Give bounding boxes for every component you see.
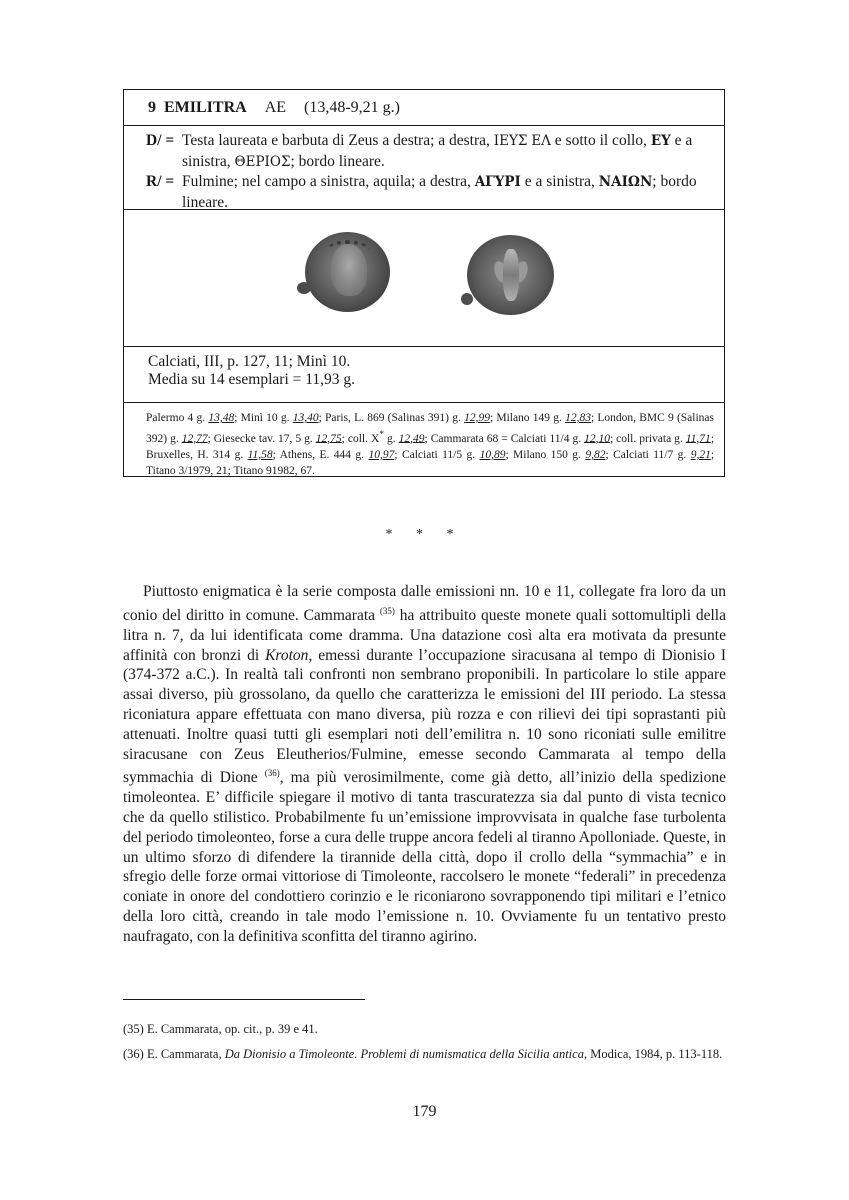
specimen-weight: 11,58 (247, 448, 273, 461)
specimen-text: ; coll. X (341, 432, 380, 445)
specimen-weight: 12,75 (315, 432, 342, 445)
specimen-text: ; Bruxelles, H. 314 g. (146, 432, 715, 461)
footnote-text: (36) E. Cammarata, (123, 1047, 225, 1061)
coin-reverse-image (467, 235, 554, 315)
specimen-text: ; Titano 3/1979, 21; Titano 91982, 67. (146, 448, 715, 478)
footnote-rule (123, 999, 365, 1000)
specimen-text: ; Minì 10 g. (234, 412, 293, 424)
entry-metal: AE (264, 99, 287, 116)
specimen-text: ; Calciati 11/7 g. (605, 448, 691, 461)
specimen-text: ; Milano 149 g. (489, 412, 566, 424)
catalog-entry-box (123, 89, 725, 477)
specimen-text: Palermo 4 g. (146, 412, 209, 424)
specimen-weight: 9,21 (690, 448, 711, 461)
obverse-text-e: ; bordo lineare. (290, 152, 385, 170)
obverse-label: D/ = (146, 132, 175, 149)
section-separator: * * * (385, 527, 464, 542)
paragraph-text: , ma più verosimilmente, come già detto, all’inizio della spedizione timoleontea. E’ difficile spiegare il motivo di tanta trascuratezza sia dal punto di vista tecnico che da quello stilistico. Probabilmente fu un’emissione improvvisata in qualche fase turbolenta del periodo timoleonteo, forse a cura delle truppe ancora fedeli al tiranno Apolloniade. Queste, in un ultimo sforzo di difendere la tirannide della città, dopo il crollo della “symmachia” e in sfregio delle forze ormai vittoriose di Timoleonte, raccolsero le monete “federali” in precedenza coniate in onore del condottiero corinzio e le riconiarono sovrapponendo tipi militari e l’etnico della loro città, creando in tale modo l’emissione n. 10. Ovviamente fu un tentativo presto naufragato, con la definitiva sconfitta del tiranno agirino. (123, 769, 726, 945)
obverse-legend-2: ΕΛ (531, 133, 551, 149)
coin-description (124, 126, 724, 210)
specimen-text: ; coll. privata g. (609, 432, 686, 445)
specimen-weight: 12,83 (565, 412, 591, 424)
obverse-text-d: e a sinistra, (182, 132, 693, 170)
specimen-text: ; Giesecke tav. 17, 5 g. (207, 432, 316, 445)
footnote-title: Da Dionisio a Timoleonte. Problemi di numismatica della Sicilia antica (224, 1047, 584, 1061)
obverse-text-c: e sotto il collo, (550, 132, 651, 149)
specimen-weight: 13,48 (208, 412, 235, 424)
specimen-weight: 13,40 (292, 412, 319, 424)
specimen-weight: 12,10 (584, 432, 610, 445)
reverse-row (146, 172, 716, 212)
obverse-row (146, 131, 716, 172)
coin-obverse-image (305, 232, 390, 312)
entry-number: 9 (148, 99, 156, 116)
specimen-text: ; Athens, E. 444 g. (272, 448, 369, 461)
specimen-text: ; Paris, L. 869 (Salinas 391) g. (318, 412, 465, 424)
reverse-label: R/ = (146, 173, 175, 190)
specimen-weight: 12,99 (464, 412, 490, 424)
reverse-legend-1: ΑΓΥΡΙ (474, 174, 521, 190)
reference-section (124, 347, 724, 403)
reverse-text-b: e a sinistra, (520, 173, 599, 190)
entry-header (124, 90, 724, 126)
specimen-weight: 12,49 (398, 432, 425, 445)
thunderbolt-relief (503, 249, 519, 301)
page-number: 179 (412, 1103, 437, 1120)
footnote-35: (35) E. Cammarata, op. cit., p. 39 e 41. (123, 1022, 318, 1036)
footnote-36 (123, 1047, 743, 1062)
flan-nub (297, 282, 311, 294)
reverse-text-a: Fulmine; nel campo a sinistra, aquila; a destra, (182, 173, 475, 190)
reverse-text-c: ; bordo lineare. (182, 173, 697, 211)
reference-line-1: Calciati, III, p. 127, 11; Minì 10. (148, 353, 351, 370)
specimen-text: ; Calciati 11/5 g. (394, 448, 480, 461)
entry-name: EMILITRA (164, 99, 247, 116)
specimen-text: ; London, BMC 9 (Salinas 392) g. (146, 412, 715, 445)
footnote-ref-36[interactable]: (36) (264, 768, 280, 779)
specimen-weight: 11,71 (685, 432, 711, 445)
specimen-weight: 9,82 (585, 448, 606, 461)
specimen-weight: 12,77 (181, 432, 208, 445)
coin-photos (124, 210, 724, 347)
paragraph-italic: Kroton (265, 646, 309, 664)
specimen-text: g. (384, 432, 399, 445)
obverse-legend-3: ΕΥ (650, 133, 671, 149)
obverse-text (182, 131, 716, 172)
reverse-text (182, 172, 716, 212)
specimen-weight: 10,89 (479, 448, 506, 461)
specimen-text: ; Milano 150 g. (505, 448, 586, 461)
flan-nub (461, 293, 473, 305)
specimen-weight: 10,97 (368, 448, 395, 461)
obverse-legend-4: ΘΕΡΙΟΣ (234, 153, 291, 170)
paragraph-text: ha attribuito queste monete quali sottomultipli della litra n. 7, da lui identificata come dramma. Una datazione così alta era motivata da presunte affinità con bronzi di (123, 606, 726, 664)
specimen-text: ; Cammarata 68 = Calciati 11/4 g. (424, 432, 585, 445)
laurel-wreath-relief (327, 240, 369, 260)
paragraph-text: Piuttosto enigmatica è la serie composta dalle emissioni nn. 10 e 11, collegate fra loro da un conio del diritto in comune. Cammarata (123, 583, 726, 624)
reference-line-2: Media su 14 esemplari = 11,93 g. (148, 371, 356, 388)
obverse-legend-1: ΙΕΥΣ (493, 133, 528, 149)
obverse-text-a: Testa laureata e barbuta di Zeus a destra; a destra, (182, 132, 494, 149)
footnote-ref-35[interactable]: (35) (379, 605, 395, 616)
reverse-legend-2: ΝΑΙΩΝ (598, 174, 653, 190)
specimen-list (124, 403, 724, 480)
body-paragraph (123, 582, 726, 947)
entry-weight-range: (13,48-9,21 g.) (304, 99, 400, 116)
paragraph-text: , emessi durante l’occupazione siracusana al tempo di Dionisio I (374-372 a.C.). In realtà tali confronti non sembrano proponibili. In particolare lo stile appare assai diverso, più grossolano, da quello che caratterizza le emissioni del III periodo. La stessa riconiatura appare effettuata con mano diversa, più rozza e con rilievi dei tipi soprastanti più attenuati. Inoltre quasi tutti gli esemplari noti dell’emilitra n. 10 sono riconiati sulle emilitre siracusane con Zeus Eleutherios/Fulmine, emesse secondo Cammarata al tempo della symmachia di Dione (123, 646, 726, 787)
footnote-text: , Modica, 1984, p. 113-118. (583, 1047, 723, 1061)
specimen-asterisk: * (379, 428, 385, 440)
